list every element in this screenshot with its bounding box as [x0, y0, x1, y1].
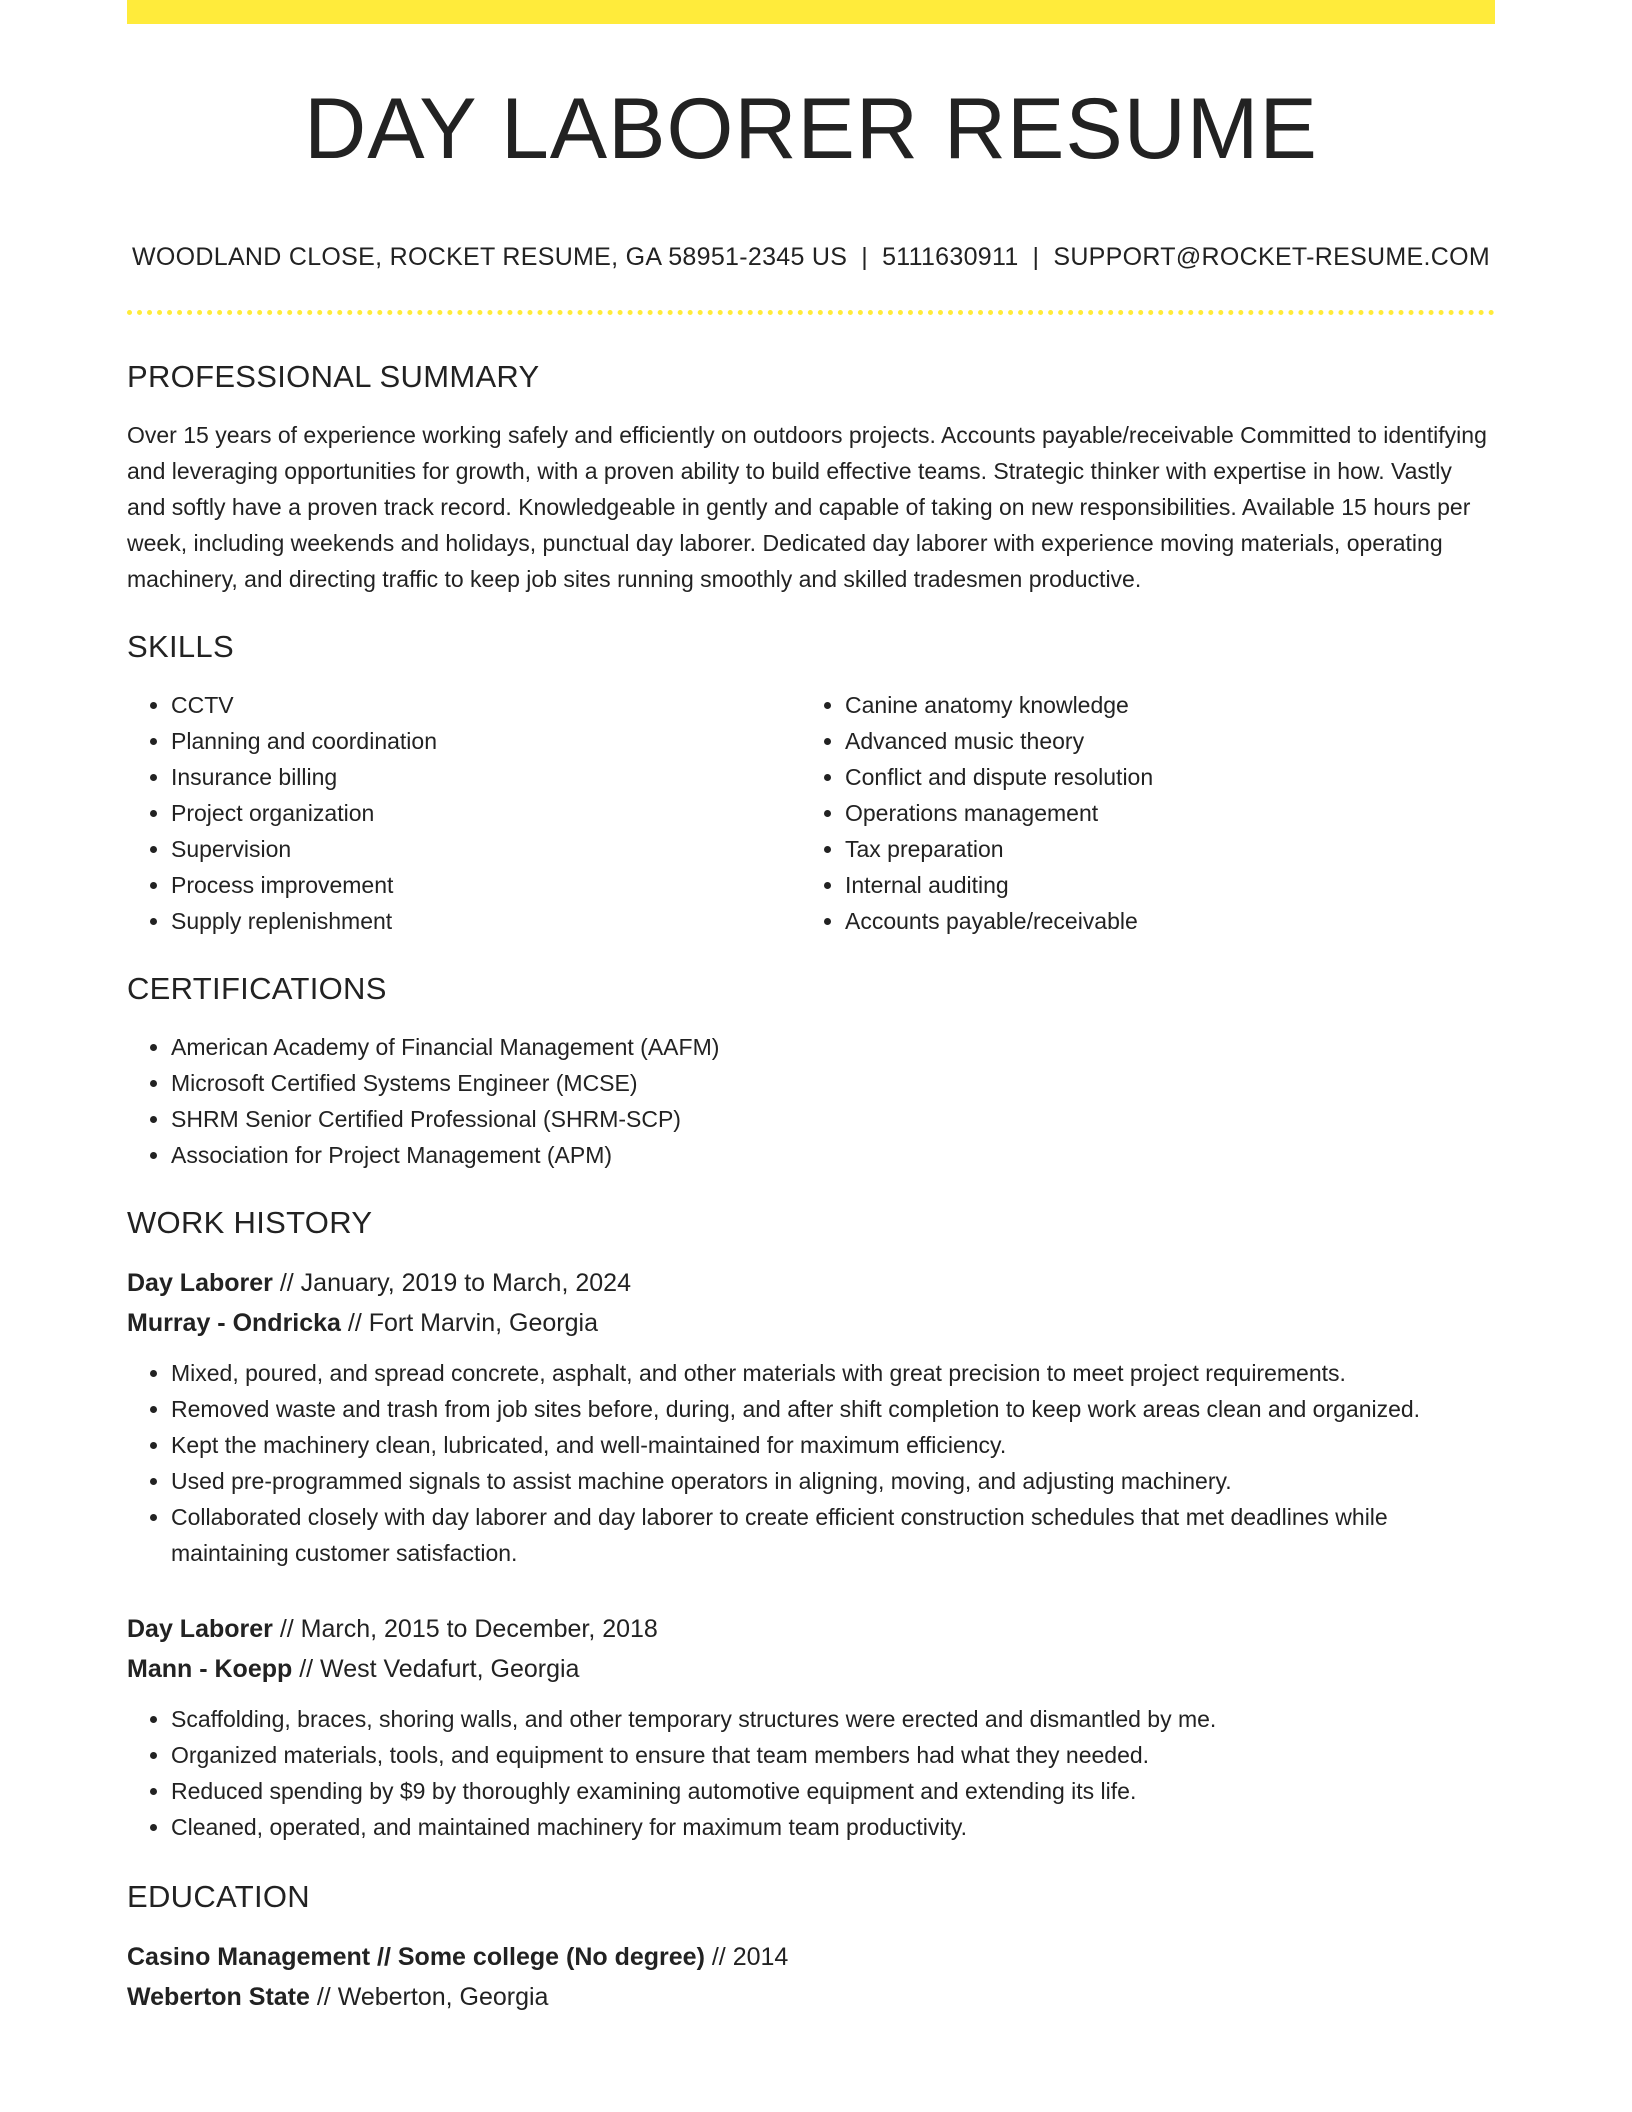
dotted-divider: [127, 310, 1495, 315]
skill-item: • Supply replenishment: [171, 903, 801, 939]
job-duty-item: • Removed waste and trash from job sites before, during, and after shift completion to keep work areas clean and organized.: [171, 1391, 1495, 1427]
certification-item: • Association for Project Management (APM): [171, 1137, 1495, 1173]
work-history-heading: WORK HISTORY: [127, 1204, 373, 1240]
phone: 5111630911: [882, 242, 1019, 271]
skill-item: • Accounts payable/receivable: [845, 903, 1475, 939]
certifications-list: [127, 1029, 1495, 1173]
job-company-line: [127, 1303, 1495, 1343]
address: WOODLAND CLOSE, ROCKET RESUME, GA 58951-2345 US: [132, 242, 848, 271]
job-company: Murray - Ondricka: [127, 1308, 341, 1337]
skills-column-left: [127, 687, 801, 939]
job-duty-item: • Collaborated closely with day laborer and day laborer to create efficient construction schedules that met deadlines while maintaining customer satisfaction.: [171, 1499, 1495, 1571]
resume-title: DAY LABORER RESUME: [304, 81, 1318, 177]
certification-item: • American Academy of Financial Management (AAFM): [171, 1029, 1495, 1065]
skill-item: • CCTV: [171, 687, 801, 723]
skill-item: • Conflict and dispute resolution: [845, 759, 1475, 795]
job-duties: [127, 1701, 1495, 1845]
education-heading: EDUCATION: [127, 1878, 310, 1914]
skill-item: • Operations management: [845, 795, 1475, 831]
job-dates: // January, 2019 to March, 2024: [272, 1268, 631, 1297]
job-duty-item: • Scaffolding, braces, shoring walls, and other temporary structures were erected and dismantled by me.: [171, 1701, 1495, 1737]
job-entry: [127, 1609, 1495, 1845]
job-duty-item: • Organized materials, tools, and equipment to ensure that team members had what they needed.: [171, 1737, 1495, 1773]
certification-item: • SHRM Senior Certified Professional (SHRM-SCP): [171, 1101, 1495, 1137]
contact-line: [127, 243, 1495, 272]
skill-item: • Supervision: [171, 831, 801, 867]
job-location: // Fort Marvin, Georgia: [340, 1308, 598, 1337]
job-duties: [127, 1355, 1495, 1571]
education-entry: [127, 1937, 1495, 2017]
certifications-heading: CERTIFICATIONS: [127, 970, 387, 1006]
email: SUPPORT@ROCKET-RESUME.COM: [1053, 242, 1490, 271]
skills-grid: [127, 687, 1495, 939]
summary-text: Over 15 years of experience working safely and efficiently on outdoors projects. Accounts payable/receivable Committed to identifying and leveraging opportunities for growth, with a proven ability to build effective teams. Strategic thinker with expertise in how. Vastly and softly have a proven track record. Knowledgeable in gently and capable of taking on new responsibilities. Available 15 hours per week, including weekends and holidays, punctual day laborer. Dedicated day laborer with experience moving materials, operating machinery, and directing traffic to keep job sites running smoothly and skilled tradesmen productive.: [127, 421, 1487, 592]
skill-item: • Advanced music theory: [845, 723, 1475, 759]
resume-page: [127, 0, 1495, 2017]
certification-item: • Microsoft Certified Systems Engineer (MCSE): [171, 1065, 1495, 1101]
education-degree-line: [127, 1937, 1495, 1977]
skill-item: • Project organization: [171, 795, 801, 831]
education-school-line: [127, 1977, 1495, 2017]
job-company-line: [127, 1649, 1495, 1689]
skill-item: • Process improvement: [171, 867, 801, 903]
education-school: Weberton State: [127, 1982, 310, 2011]
job-title: Day Laborer: [127, 1268, 273, 1297]
job-title-line: [127, 1263, 1495, 1303]
job-dates: // March, 2015 to December, 2018: [272, 1614, 658, 1643]
education-year: // 2014: [704, 1942, 789, 1971]
contact-separator: |: [1032, 242, 1040, 271]
job-entry: [127, 1263, 1495, 1571]
education-location: // Weberton, Georgia: [309, 1982, 549, 2011]
skill-item: • Internal auditing: [845, 867, 1475, 903]
skill-item: • Canine anatomy knowledge: [845, 687, 1475, 723]
job-duty-item: • Reduced spending by $9 by thoroughly examining automotive equipment and extending its life.: [171, 1773, 1495, 1809]
skill-item: • Tax preparation: [845, 831, 1475, 867]
job-title: Day Laborer: [127, 1614, 273, 1643]
job-location: // West Vedafurt, Georgia: [292, 1654, 580, 1683]
skills-column-right: [801, 687, 1475, 939]
job-title-line: [127, 1609, 1495, 1649]
job-duty-item: • Kept the machinery clean, lubricated, and well-maintained for maximum efficiency.: [171, 1427, 1495, 1463]
job-duty-item: • Mixed, poured, and spread concrete, asphalt, and other materials with great precision to meet project requirements.: [171, 1355, 1495, 1391]
job-company: Mann - Koepp: [127, 1654, 293, 1683]
job-duty-item: • Used pre-programmed signals to assist machine operators in aligning, moving, and adjusting machinery.: [171, 1463, 1495, 1499]
education-degree: Casino Management // Some college (No degree): [127, 1942, 705, 1971]
contact-separator: |: [861, 242, 869, 271]
skill-item: • Planning and coordination: [171, 723, 801, 759]
top-accent-bar: [127, 0, 1495, 24]
skills-heading: SKILLS: [127, 628, 234, 664]
summary-heading: PROFESSIONAL SUMMARY: [127, 358, 540, 394]
skill-item: • Insurance billing: [171, 759, 801, 795]
job-duty-item: • Cleaned, operated, and maintained machinery for maximum team productivity.: [171, 1809, 1495, 1845]
